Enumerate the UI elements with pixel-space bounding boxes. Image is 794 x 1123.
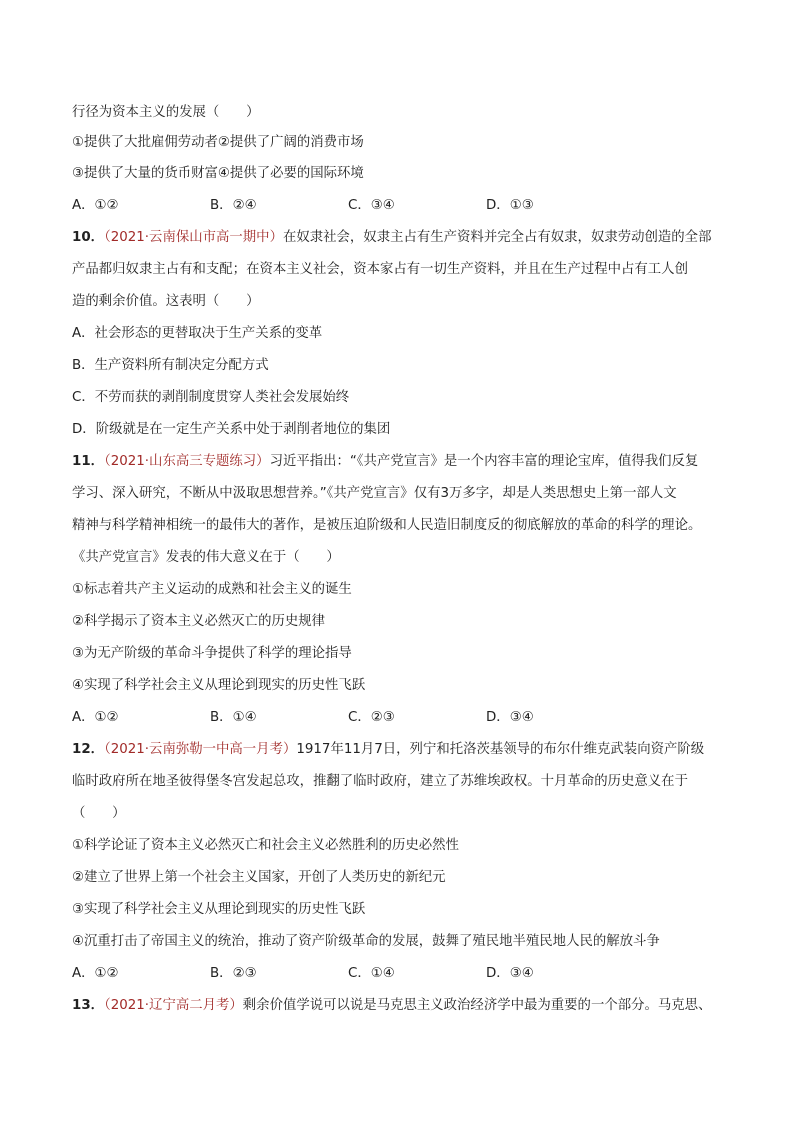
q11-item: ③为无产阶级的革命斗争提供了科学的理论指导 [72,646,352,661]
q11-stem-line: 精神与科学精神相统一的最伟大的著作，是被压迫阶级和人民造旧制度反的彻底解放的革命的科学的理论。 [72,518,702,533]
q9-stem-tail: 行径为资本主义的发展（ ） [72,105,260,120]
q13-first-line [72,997,722,1015]
q11-number: 11． [72,454,105,469]
q10-stem: 在奴隶社会，奴隶主占有生产资料并完全占有奴隶，奴隶劳动创造的全部 [282,230,712,245]
q11-stem-line: 学习、深入研究，不断从中汲取思想营养。”《共产党宣言》仅有3万多字，却是人类思想史上第一部人文 [72,486,677,501]
q10-stem-line: 造的剩余价值。这表明（ ） [72,294,260,309]
q12-options [72,965,722,983]
q11-item: ②科学揭示了资本主义必然灭亡的历史规律 [72,614,326,629]
q10-option-c: C．不劳而获的剥削制度贯穿人类社会发展始终 [72,390,350,405]
q11-option-d: D．③④ [486,710,534,725]
q12-item: ①科学论证了资本主义必然灭亡和社会主义必然胜利的历史必然性 [72,838,459,853]
q12-option-a: A．①② [72,966,119,981]
q11-source: （2021·山东高三专题练习） [104,454,270,469]
q10-source: （2021·云南保山市高一期中） [104,230,283,245]
q11-stem-line: 《共产党宣言》发表的伟大意义在于（ ） [72,550,340,565]
q11-item: ①标志着共产主义运动的成熟和社会主义的诞生 [72,582,352,597]
q9-item: ①提供了大批雇佣劳动者②提供了广阔的消费市场 [72,135,364,150]
q9-option-d: D．①③ [486,198,534,213]
q10-number: 10． [72,230,105,245]
q12-stem: 1917年11月7日，列宁和托洛茨基领导的布尔什维克武装向资产阶级 [296,742,705,757]
q12-option-b: B．②③ [210,966,257,981]
q13-stem: 剩余价值学说可以说是马克思主义政治经济学中最为重要的一个部分。马克思、 [242,998,712,1013]
q9-option-c: C．③④ [348,198,395,213]
q12-source: （2021·云南弥勒一中高一月考） [104,742,297,757]
q11-option-a: A．①② [72,710,119,725]
q10-option-a: A．社会形态的更替取决于生产关系的变革 [72,326,323,341]
q11-option-b: B．①④ [210,710,257,725]
q12-option-c: C．①④ [348,966,395,981]
q10-first-line [72,229,722,247]
q12-first-line [72,741,722,759]
q12-item: ③实现了科学社会主义从理论到现实的历史性飞跃 [72,902,366,917]
q9-option-a: A．①② [72,198,119,213]
q12-option-d: D．③④ [486,966,534,981]
q10-option-d: D．阶级就是在一定生产关系中处于剥削者地位的集团 [72,422,391,437]
q12-stem-line: 临时政府所在地圣彼得堡冬宫发起总攻，推翻了临时政府，建立了苏维埃政权。十月革命的历史意义在于 [72,774,688,789]
q13-source: （2021·辽宁高二月考） [104,998,243,1013]
q9-options [72,197,722,215]
q11-first-line [72,453,722,471]
q10-option-b: B．生产资料所有制决定分配方式 [72,358,269,373]
q13-number: 13． [72,998,105,1013]
q11-stem: 习近平指出：“《共产党宣言》是一个内容丰富的理论宝库，值得我们反复 [269,454,699,469]
q11-options [72,709,722,727]
q12-item: ②建立了世界上第一个社会主义国家，开创了人类历史的新纪元 [72,870,446,885]
q12-stem-line: （ ） [72,806,126,821]
q12-item: ④沉重打击了帝国主义的统治，推动了资产阶级革命的发展，鼓舞了殖民地半殖民地人民的解放斗争 [72,934,660,949]
q10-stem-line: 产品都归奴隶主占有和支配；在资本主义社会，资本家占有一切生产资料，并且在生产过程中占有工人创 [72,262,688,277]
q9-item: ③提供了大量的货币财富④提供了必要的国际环境 [72,166,364,181]
q11-option-c: C．②③ [348,710,395,725]
q11-item: ④实现了科学社会主义从理论到现实的历史性飞跃 [72,678,366,693]
q12-number: 12． [72,742,105,757]
q9-option-b: B．②④ [210,198,257,213]
